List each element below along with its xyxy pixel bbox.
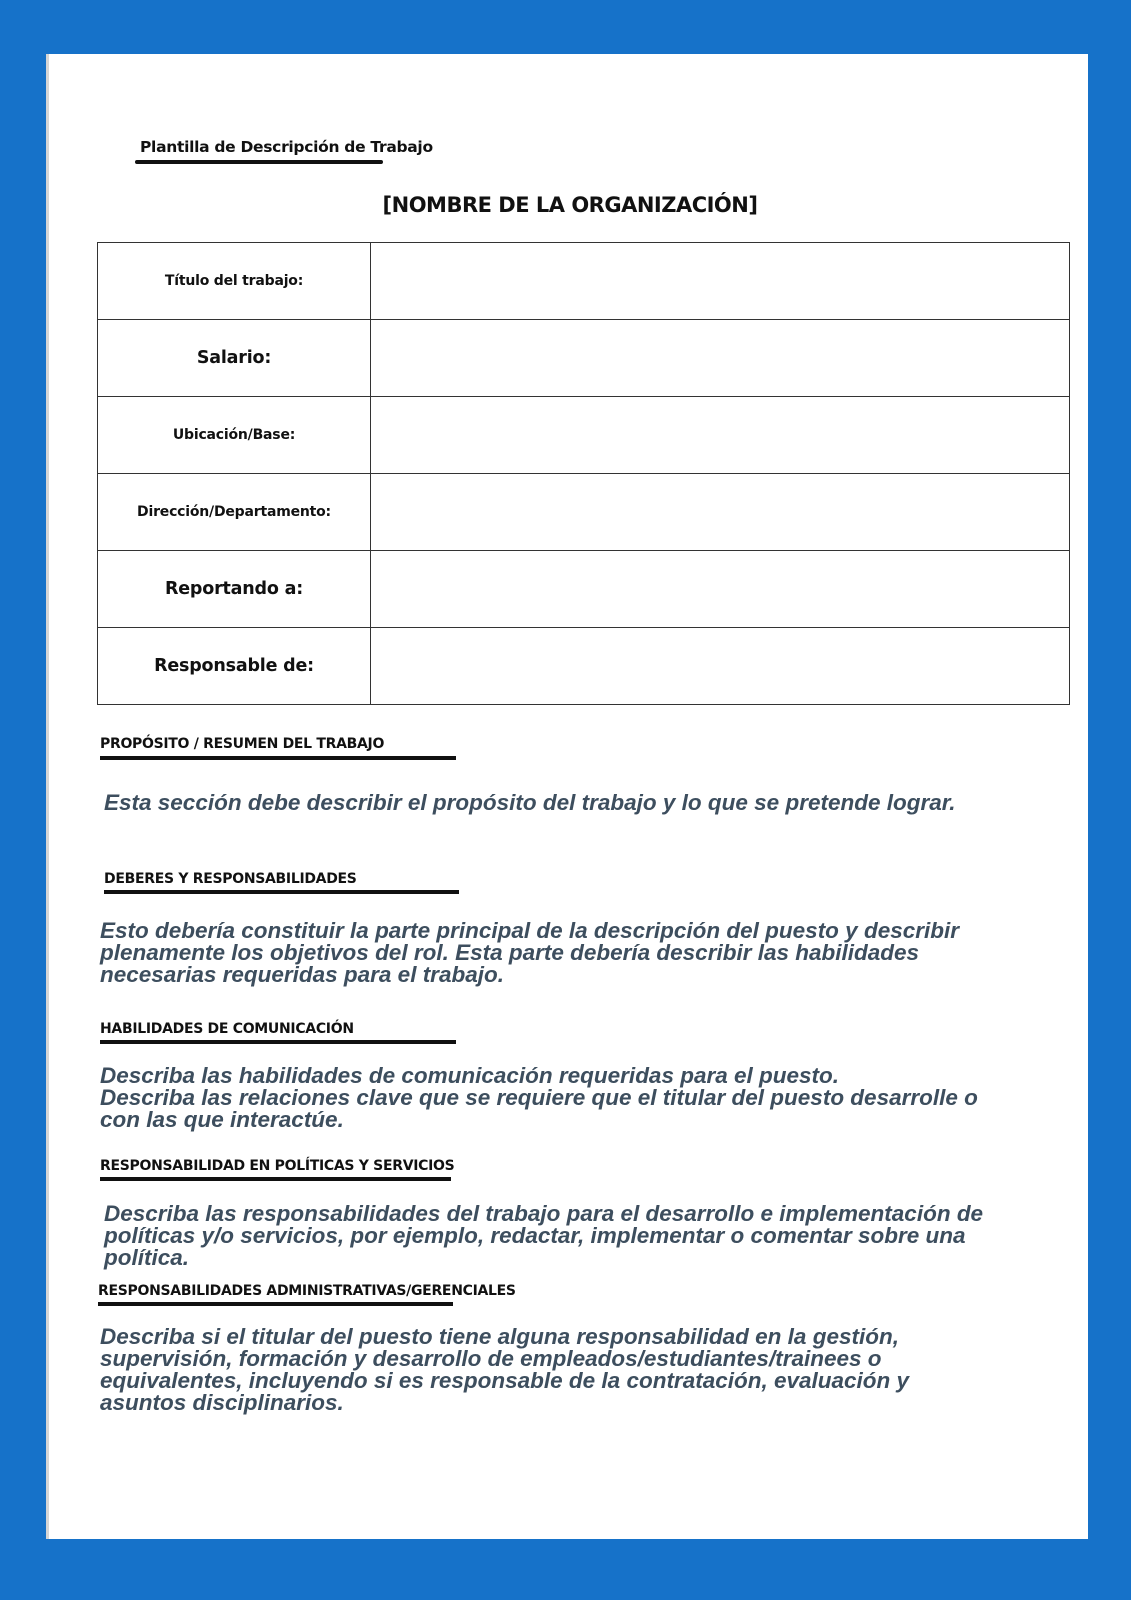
text-line: equivalentes, incluyendo si es responsable de la contratación, evaluación y — [100, 1368, 910, 1393]
responsible-for-field[interactable] — [371, 628, 1070, 705]
text-line: políticas y/o servicios, por ejemplo, redactar, implementar o comentar sobre una — [104, 1223, 966, 1248]
department-label: Dirección/Departamento: — [98, 474, 371, 551]
management-text — [100, 1326, 909, 1414]
template-title: Plantilla de Descripción de Trabajo — [140, 138, 433, 156]
table-row — [98, 320, 1070, 397]
organization-name: [NOMBRE DE LA ORGANIZACIÓN] — [382, 193, 758, 217]
reporting-to-label: Reportando a: — [98, 551, 371, 628]
text-line: política. — [104, 1245, 190, 1270]
text-line: Esto debería constituir la parte principal de la descripción del puesto y describir — [100, 918, 959, 943]
table-row — [98, 474, 1070, 551]
table-row — [98, 551, 1070, 628]
salary-field[interactable] — [371, 320, 1070, 397]
policy-heading-underline — [100, 1177, 451, 1181]
communication-heading-underline — [100, 1040, 456, 1044]
reporting-to-field[interactable] — [371, 551, 1070, 628]
job-title-field[interactable] — [371, 243, 1070, 320]
communication-heading: HABILIDADES DE COMUNICACIÓN — [100, 1021, 354, 1037]
text-line: asuntos disciplinarios. — [100, 1390, 344, 1415]
salary-label: Salario: — [98, 320, 371, 397]
purpose-heading: PROPÓSITO / RESUMEN DEL TRABAJO — [100, 736, 385, 752]
text-line: plenamente los objetivos del rol. Esta parte debería describir las habilidades — [100, 940, 920, 965]
job-title-label: Título del trabajo: — [98, 243, 371, 320]
management-heading-underline — [98, 1302, 453, 1306]
management-heading: RESPONSABILIDADES ADMINISTRATIVAS/GERENCIALES — [98, 1283, 516, 1299]
text-line: Describa si el titular del puesto tiene alguna responsabilidad en la gestión, — [100, 1324, 899, 1349]
location-field[interactable] — [371, 397, 1070, 474]
purpose-heading-underline — [100, 756, 456, 760]
duties-heading-underline — [104, 890, 459, 894]
job-info-table — [97, 242, 1070, 705]
text-line: Describa las habilidades de comunicación requeridas para el puesto. — [100, 1063, 840, 1088]
template-title-underline — [135, 160, 383, 164]
location-label: Ubicación/Base: — [98, 397, 371, 474]
responsible-for-label: Responsable de: — [98, 628, 371, 705]
duties-text — [100, 920, 959, 986]
text-line: con las que interactúe. — [100, 1107, 344, 1132]
policy-heading: RESPONSABILIDAD EN POLÍTICAS Y SERVICIOS — [100, 1158, 455, 1174]
table-row — [98, 243, 1070, 320]
table-row — [98, 397, 1070, 474]
text-line: Esta sección debe describir el propósito del trabajo y lo que se pretende lograr. — [104, 790, 956, 815]
text-line: Describa las relaciones clave que se requiere que el titular del puesto desarrolle o — [100, 1085, 978, 1110]
document-page — [46, 54, 1088, 1539]
duties-heading: DEBERES Y RESPONSABILIDADES — [104, 871, 357, 887]
text-line: supervisión, formación y desarrollo de empleados/estudiantes/trainees o — [100, 1346, 882, 1371]
purpose-text — [104, 792, 956, 814]
department-field[interactable] — [371, 474, 1070, 551]
text-line: Describa las responsabilidades del trabajo para el desarrollo e implementación de — [104, 1201, 984, 1226]
table-row — [98, 628, 1070, 705]
communication-text — [100, 1065, 978, 1131]
policy-text — [104, 1203, 983, 1269]
text-line: necesarias requeridas para el trabajo. — [100, 962, 504, 987]
